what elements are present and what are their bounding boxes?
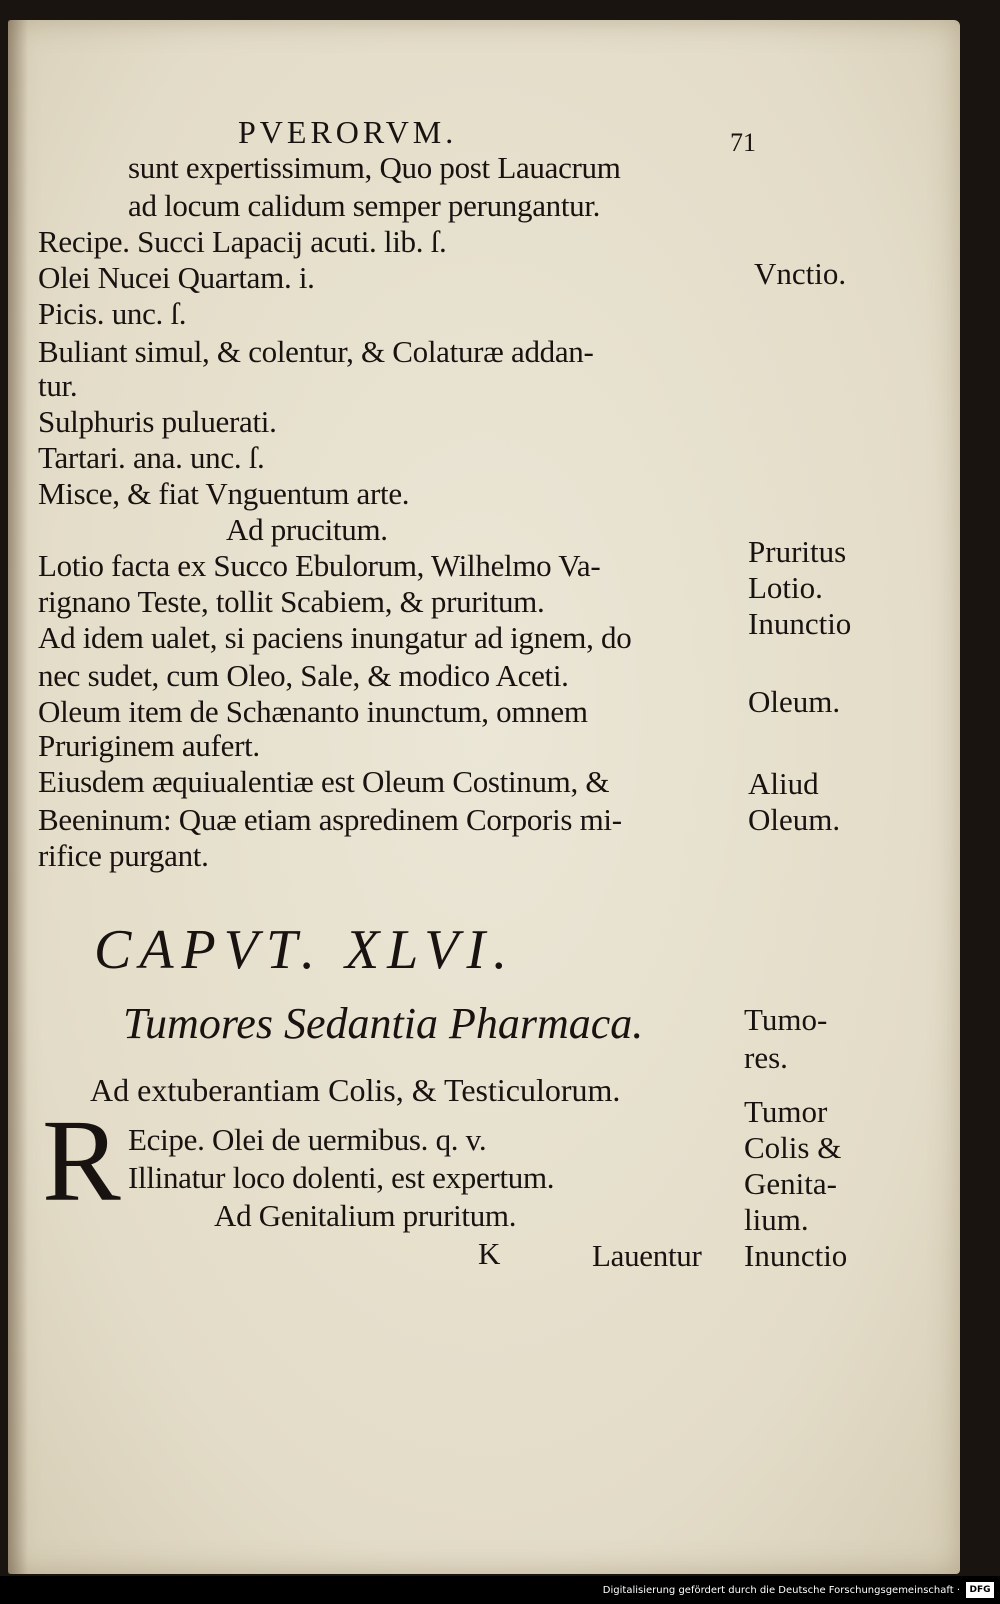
drop-cap: R	[42, 1095, 121, 1226]
subheading: Ad prucitum.	[226, 512, 388, 547]
body-line: Buliant simul, & colentur, & Colaturæ addan-	[38, 334, 594, 369]
body-line: Olei Nucei Quartam. i.	[38, 260, 315, 295]
margin-note: lium.	[744, 1202, 809, 1237]
margin-note: Oleum.	[748, 684, 841, 719]
signature-mark: K	[478, 1236, 501, 1271]
body-line: Pruriginem aufert.	[38, 728, 260, 763]
body-line: rifice purgant.	[38, 838, 209, 873]
body-line: Ad idem ualet, si paciens inungatur ad ignem, do	[38, 620, 632, 655]
subheading: Ad Genitalium pruritum.	[214, 1198, 517, 1233]
body-line: sunt expertissimum, Quo post Lauacrum	[128, 150, 621, 185]
catchword: Lauentur	[592, 1238, 702, 1273]
gutter-shadow	[8, 20, 28, 1574]
margin-note: Inunctio	[744, 1238, 848, 1273]
body-line: nec sudet, cum Oleo, Sale, & modico Aceti.	[38, 658, 569, 693]
footer-credit: Digitalisierung gefördert durch die Deutsche Forschungsgemeinschaft ·	[602, 1585, 960, 1596]
body-line: Sulphuris puluerati.	[38, 404, 277, 439]
body-line: Picis. unc. ſ.	[38, 296, 187, 331]
body-line: rignano Teste, tollit Scabiem, & pruritum.	[38, 584, 545, 619]
body-line: Illinatur loco dolenti, est expertum.	[128, 1160, 555, 1195]
margin-note: Tumo-	[744, 1002, 828, 1037]
body-line: ad locum calidum semper perungantur.	[128, 188, 601, 223]
margin-note: Genita-	[744, 1166, 837, 1201]
margin-note: Lotio.	[748, 570, 823, 605]
section-title: Tumores Sedantia Pharmaca.	[123, 999, 644, 1048]
body-line: Recipe. Succi Lapacij acuti. lib. ſ.	[38, 224, 447, 259]
section-subheading: Ad extuberantiam Colis, & Testiculorum.	[90, 1072, 621, 1108]
body-line: Lotio facta ex Succo Ebulorum, Wilhelmo Va-	[38, 548, 601, 583]
body-line: Tartari. ana. unc. ſ.	[38, 440, 265, 475]
body-line: Eiusdem æquiualentiæ est Oleum Costinum, &	[38, 764, 610, 799]
body-line: Beeninum: Quæ etiam aspredinem Corporis mi-	[38, 802, 622, 837]
body-line: tur.	[38, 368, 78, 403]
margin-note: Tumor	[744, 1094, 828, 1129]
body-line: Ecipe. Olei de uermibus. q. v.	[128, 1122, 487, 1157]
margin-note: Aliud	[748, 766, 819, 801]
margin-note: Pruritus	[748, 534, 847, 569]
dfg-logo: DFG	[966, 1582, 994, 1598]
body-line: Oleum item de Schænanto inunctum, omnem	[38, 694, 588, 729]
body-line: Misce, & fiat Vnguentum arte.	[38, 476, 410, 511]
margin-note: Colis &	[744, 1130, 842, 1165]
margin-note: Vnctio.	[754, 256, 847, 291]
margin-note: res.	[744, 1040, 788, 1075]
page-number: 71	[730, 128, 756, 157]
running-head: PVERORVM.	[238, 114, 458, 150]
chapter-heading: CAPVT. XLVI.	[94, 919, 516, 981]
book-page	[8, 20, 960, 1574]
margin-note: Oleum.	[748, 802, 841, 837]
margin-note: Inunctio	[748, 606, 852, 641]
